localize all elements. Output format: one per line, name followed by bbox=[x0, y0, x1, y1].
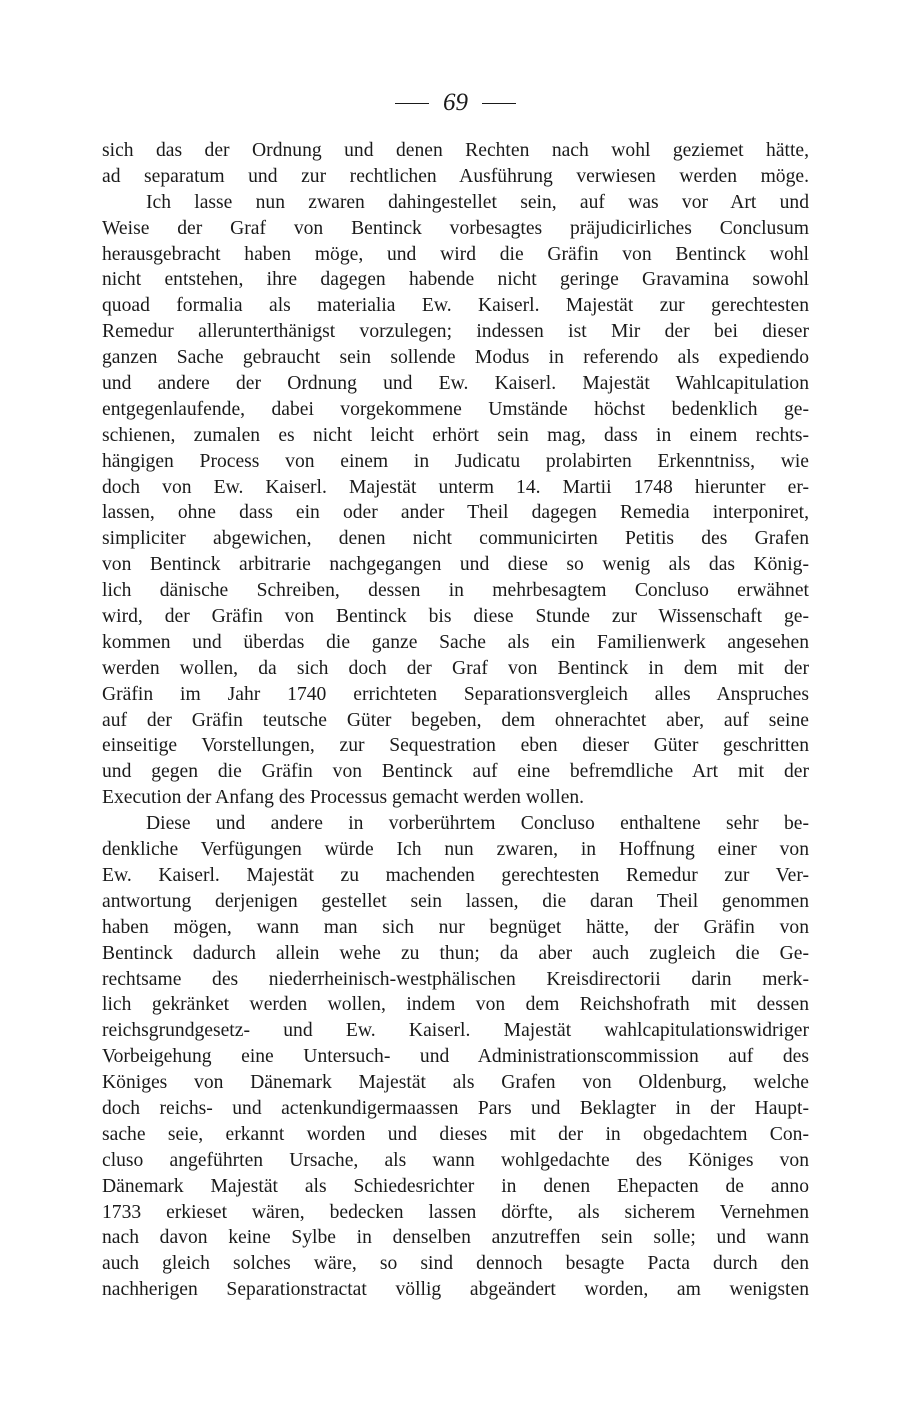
text-line: wird, der Gräfin von Bentinck bis diese Stunde zur Wissenschaft ge- bbox=[102, 606, 809, 628]
text-line: Execution der Anfang des Processus gemacht werden wollen. bbox=[102, 787, 585, 809]
text-line: entgegenlaufende, dabei vorgekommene Umstände höchst bedenklich ge- bbox=[102, 398, 809, 420]
text-line: und gegen die Gräfin von Bentinck auf eine befremdliche Art mit der bbox=[102, 761, 809, 783]
text-line: Remedur allerunterthänigst vorzulegen; indessen ist Mir der bei dieser bbox=[102, 321, 809, 343]
text-line: Diese und andere in vorberührtem Concluso enthaltene sehr be- bbox=[146, 813, 809, 835]
text-line: cluso angeführten Ursache, als wann wohlgedachte des Königes von bbox=[102, 1149, 809, 1171]
page-number: 69 bbox=[443, 89, 468, 116]
text-line: lich gekränket werden wollen, indem von dem Reichshofrath mit dessen bbox=[102, 994, 809, 1016]
text-line: simpliciter abgewichen, denen nicht communicirten Petitis des Grafen bbox=[102, 528, 809, 550]
text-line: ganzen Sache gebraucht sein sollende Modus in referendo als expediendo bbox=[102, 347, 809, 369]
text-line: einseitige Vorstellungen, zur Sequestration eben dieser Güter geschritten bbox=[102, 735, 809, 757]
text-line: Dänemark Majestät als Schiedesrichter in denen Ehepacten de anno bbox=[102, 1175, 809, 1197]
text-line: Vorbeigehung eine Untersuch- und Administrationscommission auf des bbox=[102, 1046, 809, 1068]
text-line: antwortung derjenigen gestellet sein lassen, die daran Theil genommen bbox=[102, 890, 809, 912]
header-dash-right bbox=[482, 103, 516, 104]
text-line: werden wollen, da sich doch der Graf von Bentinck in dem mit der bbox=[102, 657, 809, 679]
text-line: Ew. Kaiserl. Majestät zu machenden gerechtesten Remedur zur Ver- bbox=[102, 864, 809, 886]
text-line: doch reichs- und actenkundigermaassen Pars und Beklagter in der Haupt- bbox=[102, 1097, 809, 1119]
text-line: Königes von Dänemark Majestät als Grafen von Oldenburg, welche bbox=[102, 1072, 809, 1094]
text-line: denkliche Verfügungen würde Ich nun zwaren, in Hoffnung einer von bbox=[102, 839, 809, 861]
text-line: und andere der Ordnung und Ew. Kaiserl. Majestät Wahlcapitulation bbox=[102, 373, 809, 395]
text-line: haben mögen, wann man sich nur begnüget hätte, der Gräfin von bbox=[102, 916, 809, 938]
text-line: quoad formalia als materialia Ew. Kaiserl. Majestät zur gerechtesten bbox=[102, 295, 809, 317]
text-line: Gräfin im Jahr 1740 errichteten Separationsvergleich alles Anspruches bbox=[102, 683, 809, 705]
text-line: kommen und überdas die ganze Sache als ein Familienwerk angesehen bbox=[102, 631, 809, 653]
text-line: lich dänische Schreiben, dessen in mehrbesagtem Concluso erwähnet bbox=[102, 580, 809, 602]
text-line: rechtsame des niederrheinisch-westphälischen Kreisdirectorii darin merk- bbox=[102, 968, 809, 990]
text-line: ad separatum und zur rechtlichen Ausführung verwiesen werden möge. bbox=[102, 165, 809, 187]
body-text bbox=[102, 138, 809, 1303]
text-line: lassen, ohne dass ein oder ander Theil dagegen Remedia interponiret, bbox=[102, 502, 809, 524]
text-line: nicht entstehen, ihre dagegen habende nicht geringe Gravamina sowohl bbox=[102, 269, 809, 291]
text-line: auch gleich solches wäre, so sind dennoch besagte Pacta durch den bbox=[102, 1253, 809, 1275]
text-line: Bentinck dadurch allein wehe zu thun; da aber auch zugleich die Ge- bbox=[102, 942, 809, 964]
text-line: nachherigen Separationstractat völlig abgeändert worden, am wenigsten bbox=[102, 1279, 809, 1301]
text-line: 1733 erkieset wären, bedecken lassen dörfte, als sicherem Vernehmen bbox=[102, 1201, 809, 1223]
header-dash-left bbox=[395, 103, 429, 104]
text-line: schienen, zumalen es nicht leicht erhört sein mag, dass in einem rechts- bbox=[102, 424, 809, 446]
text-line: sich das der Ordnung und denen Rechten nach wohl geziemet hätte, bbox=[102, 140, 809, 161]
text-line: von Bentinck arbitrarie nachgegangen und diese so wenig als das König- bbox=[102, 554, 809, 576]
document-page bbox=[102, 88, 809, 1303]
text-line: nach davon keine Sylbe in denselben anzutreffen sein solle; und wann bbox=[102, 1227, 809, 1249]
text-line: Weise der Graf von Bentinck vorbesagtes präjudicirliches Conclusum bbox=[102, 217, 809, 239]
text-line: hängigen Process von einem in Judicatu prolabirten Erkenntniss, wie bbox=[102, 450, 809, 472]
text-line: sache seie, erkannt worden und dieses mit der in obgedachtem Con- bbox=[102, 1123, 809, 1145]
text-line: auf der Gräfin teutsche Güter begeben, dem ohnerachtet aber, auf seine bbox=[102, 709, 809, 731]
text-line: reichsgrundgesetz- und Ew. Kaiserl. Majestät wahlcapitulationswidriger bbox=[102, 1020, 809, 1042]
text-line: Ich lasse nun zwaren dahingestellet sein, auf was vor Art und bbox=[146, 191, 809, 213]
page-header bbox=[102, 88, 809, 118]
text-line: doch von Ew. Kaiserl. Majestät unterm 14. Martii 1748 hierunter er- bbox=[102, 476, 809, 498]
text-line: herausgebracht haben möge, und wird die Gräfin von Bentinck wohl bbox=[102, 243, 809, 265]
